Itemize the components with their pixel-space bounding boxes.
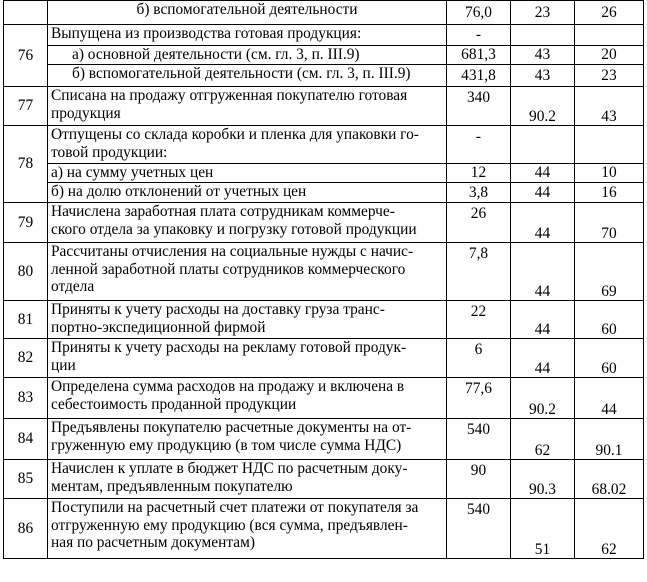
operation-description bbox=[48, 65, 447, 87]
table-row bbox=[4, 46, 644, 65]
credit-account-cell: 70 bbox=[575, 203, 644, 243]
operation-description bbox=[48, 164, 447, 183]
amount-cell: 77,6 bbox=[447, 378, 511, 419]
table-row bbox=[4, 65, 644, 87]
table-row bbox=[4, 339, 644, 378]
description-line: Приняты к учету расходы на доставку груза транс- bbox=[51, 301, 385, 318]
table-row bbox=[4, 419, 644, 460]
description-line: Предъявлены покупателю расчетные документы на от- bbox=[51, 419, 412, 436]
description-line: а) основной деятельности (см. гл. 3, п. III.9) bbox=[72, 46, 360, 63]
description-line: товой продукции: bbox=[51, 143, 168, 161]
table-row bbox=[4, 25, 644, 46]
operation-description bbox=[48, 419, 447, 460]
table-row bbox=[4, 378, 644, 419]
operation-description bbox=[48, 301, 447, 339]
credit-account-cell: 43 bbox=[575, 87, 644, 126]
operation-description bbox=[48, 339, 447, 378]
credit-account-cell: 23 bbox=[575, 65, 644, 87]
description-line: Поступили на расчетный счет платежи от покупателя за bbox=[51, 499, 419, 516]
description-line: груженную ему продукцию (в том числе сумма НДС) bbox=[51, 436, 402, 454]
credit-account-cell bbox=[575, 126, 644, 164]
amount-cell: 540 bbox=[447, 499, 511, 559]
operation-number: 86 bbox=[4, 499, 48, 559]
operation-number: 83 bbox=[4, 378, 48, 419]
amount-cell: 6 bbox=[447, 339, 511, 378]
amount-cell: 681,3 bbox=[447, 46, 511, 65]
amount-cell: 22 bbox=[447, 301, 511, 339]
amount-cell: 12 bbox=[447, 164, 511, 183]
table-row bbox=[4, 126, 644, 164]
debit-account-cell bbox=[511, 25, 575, 46]
operation-number: 84 bbox=[4, 419, 48, 460]
debit-account-cell: 44 bbox=[511, 301, 575, 339]
description-line: ментам, предъявленным покупателю bbox=[51, 477, 293, 495]
table-row bbox=[4, 203, 644, 243]
debit-account-cell: 62 bbox=[511, 419, 575, 460]
description-line: ского отдела за упаковку и погрузку готовой продукции bbox=[51, 220, 417, 238]
operation-number: 82 bbox=[4, 339, 48, 378]
operation-number: 76 bbox=[4, 25, 48, 87]
credit-account-cell: 60 bbox=[575, 339, 644, 378]
description-line: Списана на продажу отгруженная покупателю готовая bbox=[51, 87, 408, 104]
credit-account-cell: 68.02 bbox=[575, 460, 644, 499]
amount-cell: 76,0 bbox=[447, 1, 511, 25]
amount-cell: - bbox=[447, 25, 511, 46]
table-row bbox=[4, 499, 644, 559]
operation-number: 77 bbox=[4, 87, 48, 126]
description-line: Начислена заработная плата сотрудникам коммерче- bbox=[51, 203, 395, 220]
credit-account-cell: 20 bbox=[575, 46, 644, 65]
description-line: а) на сумму учетных цен bbox=[51, 164, 214, 181]
amount-cell: 7,8 bbox=[447, 243, 511, 301]
operation-description bbox=[48, 378, 447, 419]
debit-account-cell: 44 bbox=[511, 164, 575, 183]
description-line: отгруженную ему продукцию (вся сумма, предъявлен- bbox=[51, 516, 408, 534]
credit-account-cell: 90.1 bbox=[575, 419, 644, 460]
description-line: ции bbox=[51, 356, 76, 374]
description-line: продукция bbox=[51, 104, 121, 122]
debit-account-cell: 51 bbox=[511, 499, 575, 559]
credit-account-cell: 10 bbox=[575, 164, 644, 183]
description-line: Отпущены со склада коробки и пленка для упаковки го- bbox=[51, 126, 419, 143]
operation-description bbox=[48, 203, 447, 243]
description-line: Выпущена из производства готовая продукция: bbox=[51, 25, 362, 42]
credit-account-cell: 69 bbox=[575, 243, 644, 301]
operation-number: 79 bbox=[4, 203, 48, 243]
description-line: б) на долю отклонений от учетных цен bbox=[51, 183, 307, 200]
debit-account-cell: 23 bbox=[511, 1, 575, 25]
description-line: портно-экспедиционной фирмой bbox=[51, 318, 266, 336]
credit-account-cell: 62 bbox=[575, 499, 644, 559]
description-line: ная по расчетным документам) bbox=[51, 534, 255, 551]
operation-number: 80 bbox=[4, 243, 48, 301]
operation-number: 81 bbox=[4, 301, 48, 339]
table-row bbox=[4, 87, 644, 126]
description-line: Начислен к уплате в бюджет НДС по расчетным доку- bbox=[51, 460, 408, 477]
debit-account-cell: 44 bbox=[511, 183, 575, 203]
debit-account-cell: 43 bbox=[511, 46, 575, 65]
operation-description bbox=[48, 460, 447, 499]
credit-account-cell: 16 bbox=[575, 183, 644, 203]
credit-account-cell bbox=[575, 25, 644, 46]
operation-description bbox=[48, 1, 447, 25]
amount-cell: - bbox=[447, 126, 511, 164]
table-row bbox=[4, 1, 644, 25]
operation-description bbox=[48, 183, 447, 203]
operation-description bbox=[48, 87, 447, 126]
table-row bbox=[4, 183, 644, 203]
table-row bbox=[4, 460, 644, 499]
table-row bbox=[4, 301, 644, 339]
amount-cell: 540 bbox=[447, 419, 511, 460]
credit-account-cell: 60 bbox=[575, 301, 644, 339]
table-body bbox=[4, 1, 644, 559]
description-line: б) вспомогательной деятельности bbox=[136, 1, 358, 18]
description-line: себестоимость проданной продукции bbox=[51, 395, 297, 413]
debit-account-cell: 44 bbox=[511, 243, 575, 301]
debit-account-cell: 90.3 bbox=[511, 460, 575, 499]
description-line: Рассчитаны отчисления на социальные нужды с начис- bbox=[51, 243, 414, 260]
amount-cell: 90 bbox=[447, 460, 511, 499]
credit-account-cell: 44 bbox=[575, 378, 644, 419]
debit-account-cell: 44 bbox=[511, 339, 575, 378]
description-line: Определена сумма расходов на продажу и включена в bbox=[51, 378, 405, 395]
debit-account-cell: 43 bbox=[511, 65, 575, 87]
operation-description bbox=[48, 126, 447, 164]
operation-number bbox=[4, 1, 48, 25]
description-line: отдела bbox=[51, 278, 95, 295]
description-line: ленной заработной платы сотрудников коммерческого bbox=[51, 260, 406, 278]
amount-cell: 431,8 bbox=[447, 65, 511, 87]
credit-account-cell: 26 bbox=[575, 1, 644, 25]
amount-cell: 3,8 bbox=[447, 183, 511, 203]
amount-cell: 26 bbox=[447, 203, 511, 243]
table-row bbox=[4, 243, 644, 301]
debit-account-cell: 90.2 bbox=[511, 378, 575, 419]
debit-account-cell: 44 bbox=[511, 203, 575, 243]
accounting-entries-table bbox=[3, 0, 644, 559]
operation-description bbox=[48, 46, 447, 65]
operation-number: 85 bbox=[4, 460, 48, 499]
operation-description bbox=[48, 243, 447, 301]
description-line: б) вспомогательной деятельности (см. гл. 3, п. III.9) bbox=[72, 65, 411, 82]
operation-description bbox=[48, 25, 447, 46]
operation-description bbox=[48, 499, 447, 559]
amount-cell: 340 bbox=[447, 87, 511, 126]
operation-number: 78 bbox=[4, 126, 48, 203]
table-row bbox=[4, 164, 644, 183]
description-line: Приняты к учету расходы на рекламу готовой продук- bbox=[51, 339, 407, 356]
document-page bbox=[3, 0, 643, 559]
debit-account-cell bbox=[511, 126, 575, 164]
debit-account-cell: 90.2 bbox=[511, 87, 575, 126]
